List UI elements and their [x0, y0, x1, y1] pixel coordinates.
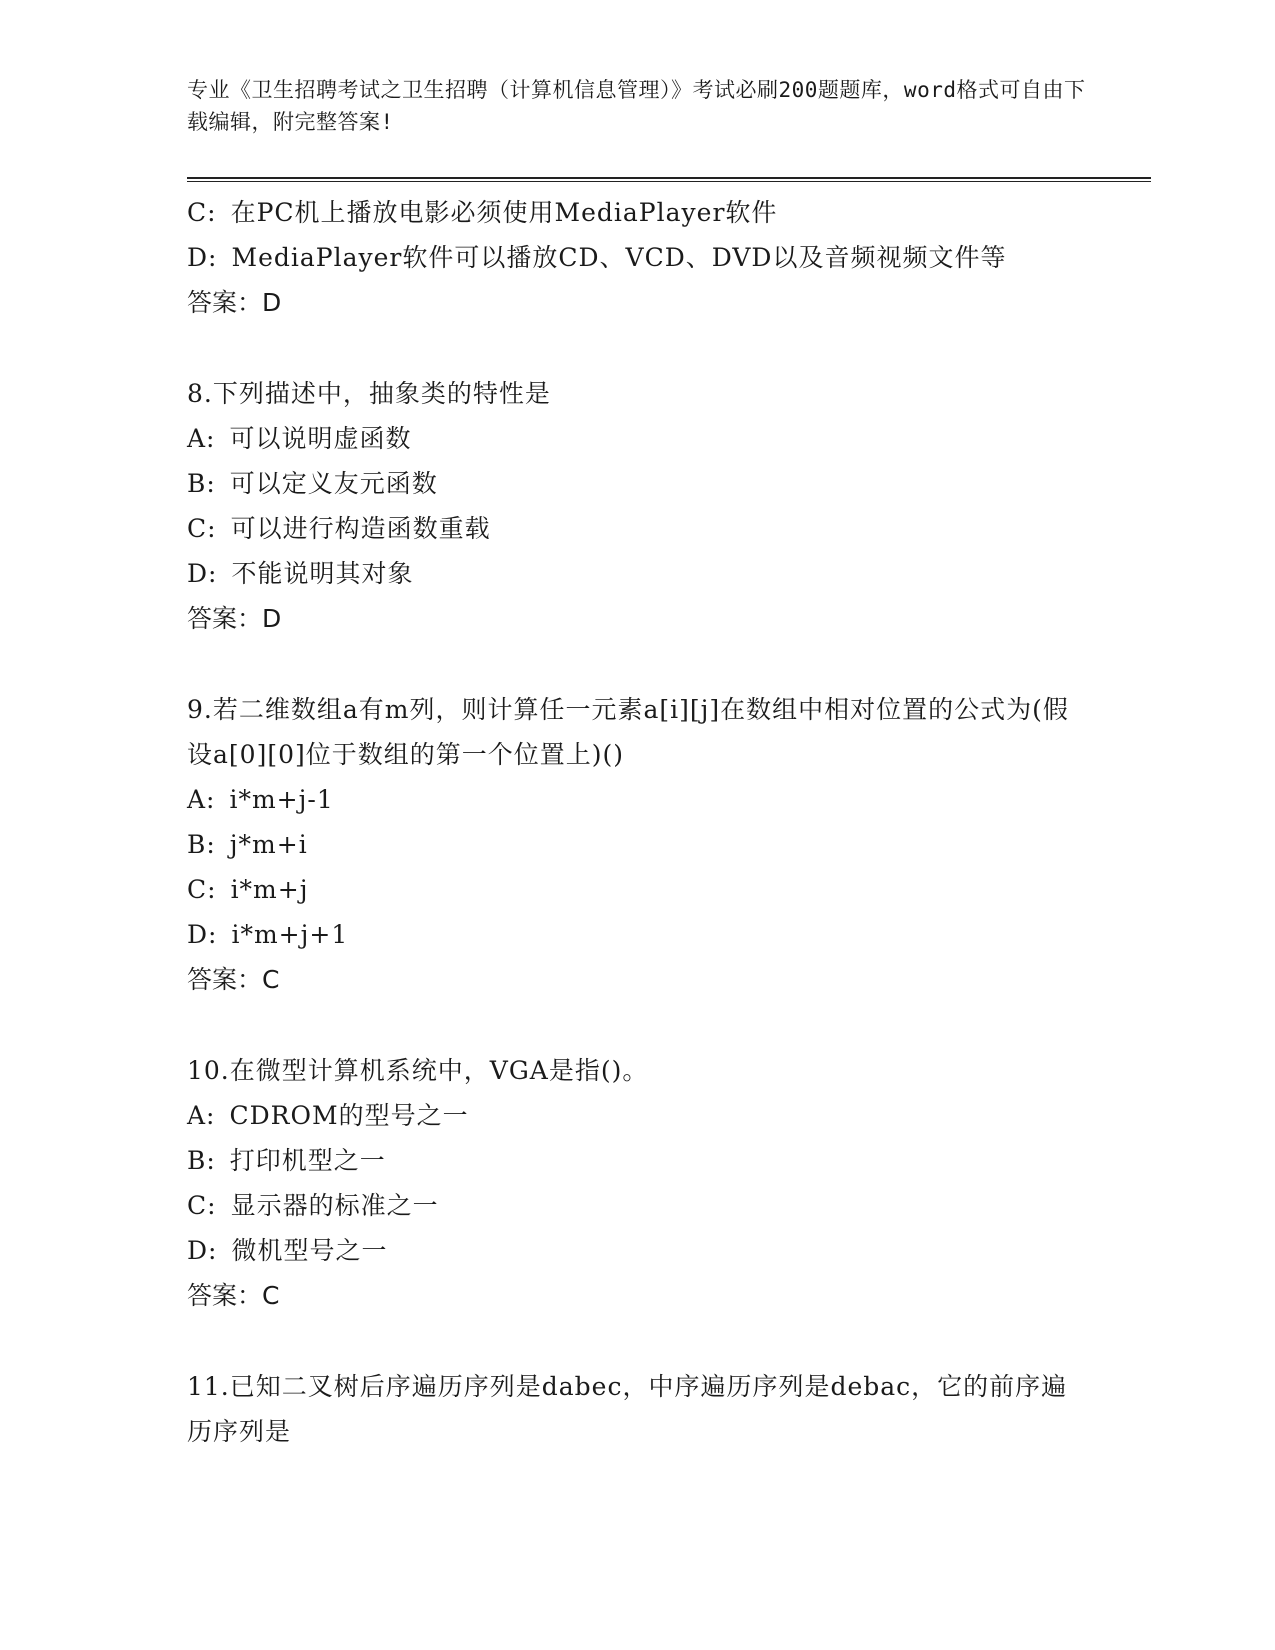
option-key: D:: [187, 920, 218, 949]
option-text: MediaPlayer软件可以播放CD、VCD、DVD以及音频视频文件等: [231, 243, 1007, 272]
option-d: [187, 235, 1087, 280]
answer-line: 答案：C: [187, 1281, 280, 1310]
option-b: [187, 461, 1087, 506]
option-text: 显示器的标准之一: [230, 1191, 439, 1220]
answer-line: 答案：D: [187, 604, 282, 633]
option-text: j*m+i: [229, 830, 308, 859]
option-key: D:: [187, 1236, 218, 1265]
document-header: 专业《卫生招聘考试之卫生招聘（计算机信息管理）》考试必刷200题题库，word格式可自由下载编辑，附完整答案!: [187, 78, 1086, 134]
option-key: D:: [187, 243, 218, 272]
option-c: [187, 1183, 1087, 1228]
option-text: 可以进行构造函数重载: [230, 514, 491, 543]
option-a: [187, 777, 1087, 822]
option-text: CDROM的型号之一: [229, 1101, 469, 1130]
option-c: [187, 867, 1087, 912]
answer-line: 答案：D: [187, 288, 282, 317]
option-text: 可以说明虚函数: [229, 424, 412, 453]
question-stem: 11.已知二叉树后序遍历序列是dabec，中序遍历序列是debac，它的前序遍历序列是: [187, 1372, 1068, 1446]
question-stem: 10.在微型计算机系统中，VGA是指()。: [187, 1056, 649, 1085]
option-key: C:: [187, 875, 217, 904]
option-text: i*m+j-1: [229, 785, 334, 814]
answer-line: 答案：C: [187, 965, 280, 994]
option-text: i*m+j: [230, 875, 309, 904]
option-d: [187, 1228, 1087, 1273]
option-key: B:: [187, 1146, 216, 1175]
option-key: C:: [187, 514, 217, 543]
option-key: A:: [187, 1101, 216, 1130]
option-key: B:: [187, 830, 216, 859]
header-divider: [187, 177, 1151, 179]
option-text: 不能说明其对象: [231, 559, 414, 588]
question-content: [187, 190, 1087, 1454]
option-c: [187, 190, 1087, 235]
question-stem: 8.下列描述中，抽象类的特性是: [187, 379, 551, 408]
question-stem: 9.若二维数组a有m列，则计算任一元素a[i][j]在数组中相对位置的公式为(假设a[0][0]位于数组的第一个位置上)(): [187, 695, 1069, 769]
option-key: C:: [187, 1191, 217, 1220]
option-text: i*m+j+1: [231, 920, 349, 949]
option-key: C:: [187, 198, 217, 227]
option-d: [187, 551, 1087, 596]
option-b: [187, 822, 1087, 867]
option-key: A:: [187, 785, 216, 814]
option-key: D:: [187, 559, 218, 588]
option-key: B:: [187, 469, 216, 498]
header-divider-thin: [187, 181, 1151, 182]
option-a: [187, 1093, 1087, 1138]
option-c: [187, 506, 1087, 551]
option-text: 打印机型之一: [229, 1146, 386, 1175]
option-key: A:: [187, 424, 216, 453]
option-a: [187, 416, 1087, 461]
option-text: 可以定义友元函数: [229, 469, 438, 498]
option-text: 在PC机上播放电影必须使用MediaPlayer软件: [230, 198, 778, 227]
option-d: [187, 912, 1087, 957]
option-b: [187, 1138, 1087, 1183]
option-text: 微机型号之一: [231, 1236, 388, 1265]
